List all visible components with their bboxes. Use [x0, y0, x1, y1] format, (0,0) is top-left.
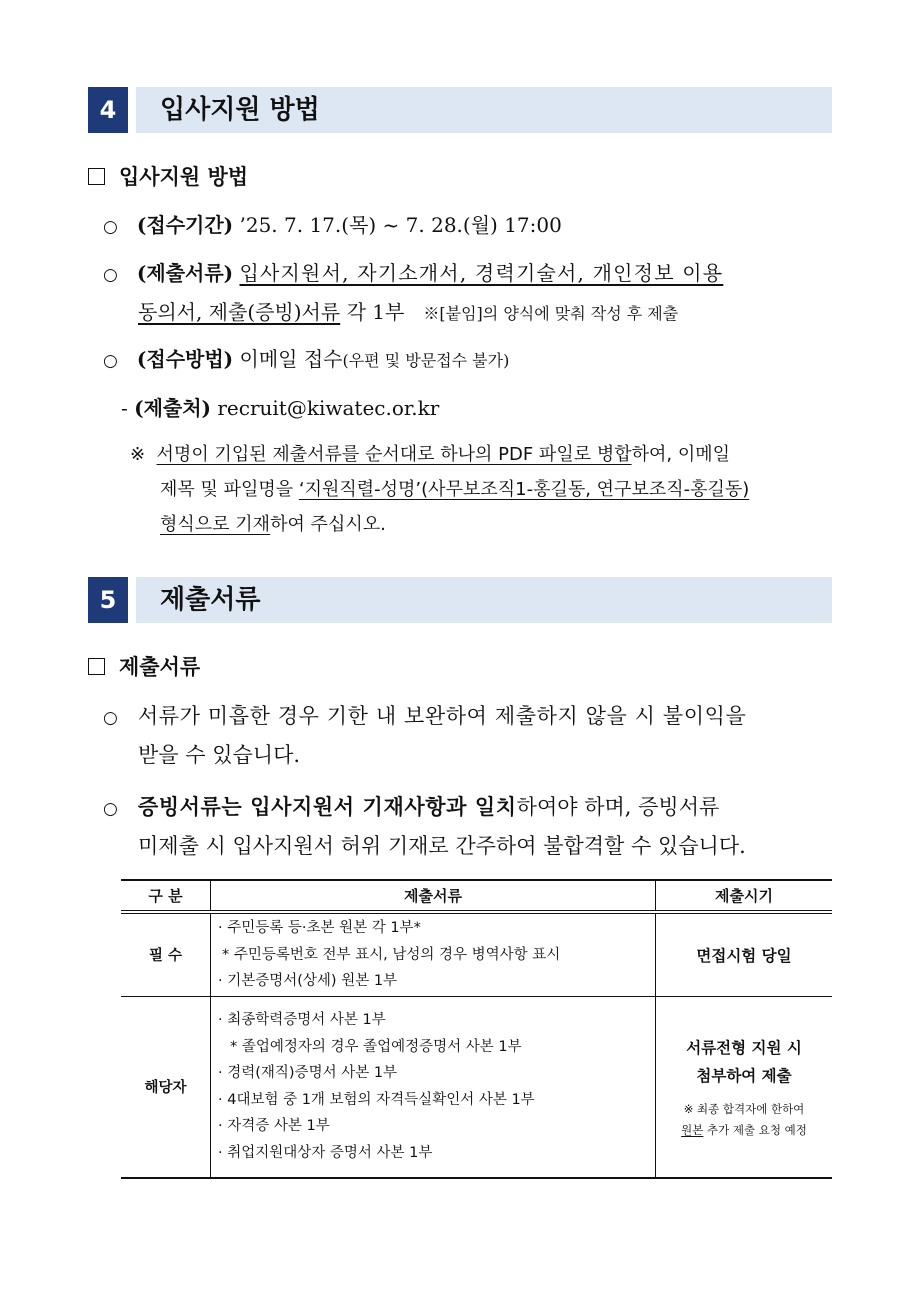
destination-label: (제출처) — [134, 396, 212, 420]
doc-subnote: * 주민등록번호 전부 표시, 남성의 경우 병역사항 표시 — [222, 946, 561, 963]
submit-item-1-line2: 받을 수 있습니다. — [138, 743, 301, 767]
period-label: (접수기간) — [136, 213, 234, 237]
submit-heading: 제출서류 — [88, 651, 200, 681]
header-documents: 제출서류 — [211, 880, 656, 912]
notice-underlined: 서명이 기입된 제출서류를 순서대로 하나의 PDF 파일로 병합 — [156, 444, 632, 465]
submit-item-1 — [103, 700, 746, 730]
doc-item: · 최종학력증명서 사본 1부 — [218, 1012, 386, 1029]
bullet-icon: ○ — [103, 351, 118, 371]
table-header-row — [121, 880, 832, 912]
table-row — [121, 996, 832, 1178]
destination-email: recruit@kiwatec.or.kr — [217, 396, 440, 420]
doc-subnote: * 졸업예정자의 경우 졸업예정증명서 사본 1부 — [230, 1038, 522, 1055]
notice-line-3 — [160, 510, 386, 536]
doc-item: · 경력(재직)증명서 사본 1부 — [218, 1065, 398, 1082]
section-title: 입사지원 방법 — [160, 95, 320, 125]
dash: - — [121, 396, 128, 420]
doc-item: · 자격증 사본 1부 — [218, 1118, 330, 1135]
docs-value: 입사지원서, 자기소개서, 경력기술서, 개인정보 이용 — [239, 261, 724, 285]
docs-cell — [211, 996, 656, 1178]
table-row — [121, 912, 832, 996]
method-value: 이메일 접수 — [239, 347, 343, 371]
notice-line-2 — [160, 475, 749, 501]
timing-cell — [656, 996, 833, 1178]
checkbox-square-icon — [88, 658, 105, 675]
notice-rest: 하여, 이메일 — [631, 444, 730, 465]
section-title: 제출서류 — [160, 585, 261, 615]
period-value: ’25. 7. 17.(목) ~ 7. 28.(월) 17:00 — [239, 213, 562, 237]
header-timing: 제출시기 — [656, 880, 833, 912]
bullet-icon: ○ — [103, 265, 118, 285]
documents-table — [121, 879, 832, 1179]
doc-item: · 4대보험 중 1개 보험의 자격득실확인서 사본 1부 — [218, 1091, 535, 1108]
timing-cell: 면접시험 당일 — [656, 912, 833, 996]
reference-mark-icon: ※ — [130, 444, 146, 465]
docs-item — [103, 257, 832, 286]
docs-cell — [211, 912, 656, 996]
destination-item — [121, 392, 439, 421]
submit-item-2-line2: 미제출 시 입사지원서 허위 기재로 간주하여 불합격할 수 있습니다. — [138, 834, 746, 858]
submit-item-2 — [103, 791, 719, 821]
timing-note-2 — [657, 1120, 831, 1140]
checkbox-square-icon — [88, 168, 105, 185]
notice-rest: 하여 주십시오. — [270, 514, 386, 535]
docs-label: (제출서류) — [136, 261, 234, 285]
period-item — [103, 209, 562, 238]
submit-item-2-bold: 증빙서류는 입사지원서 기재사항과 일치 — [137, 794, 517, 819]
submit-item-1-text: 서류가 미흡한 경우 기한 내 보완하여 제출하지 않을 시 불이익을 — [137, 704, 747, 728]
timing-note-rest: 추가 제출 요청 예정 — [703, 1122, 807, 1137]
section-number: 4 — [88, 87, 128, 133]
timing-note-underlined: 원본 — [681, 1122, 704, 1137]
bullet-icon: ○ — [103, 799, 118, 819]
category-cell: 필 수 — [121, 912, 211, 996]
doc-item: · 기본증명서(상세) 원본 1부 — [218, 973, 398, 989]
bullet-icon: ○ — [103, 217, 118, 237]
timing-line: 첨부하여 제출 — [696, 1066, 792, 1085]
notice-filename-format: ‘지원직렬-성명’(사무보조직1-홍길동, 연구보조직-홍길동) — [298, 479, 750, 500]
category-cell: 해당자 — [121, 996, 211, 1178]
timing-note: ※ 최종 합격자에 한하여 — [683, 1101, 805, 1116]
method-item — [103, 343, 509, 372]
notice-text: 제목 및 파일명을 — [160, 479, 299, 500]
docs-item-line2 — [138, 296, 678, 325]
section-number: 5 — [88, 577, 128, 623]
timing-line: 서류전형 지원 시 — [686, 1038, 802, 1057]
method-label: (접수방법) — [136, 347, 234, 371]
bullet-icon: ○ — [103, 708, 118, 728]
notice-underlined: 형식으로 기재 — [160, 514, 271, 535]
docs-count: 각 1부 — [346, 300, 405, 324]
section-4-header — [88, 87, 832, 133]
docs-value-cont: 동의서, 제출(증빙)서류 — [138, 300, 341, 324]
apply-heading: 입사지원 방법 — [88, 161, 248, 191]
section-5-header — [88, 577, 832, 623]
doc-item: · 취업지원대상자 증명서 사본 1부 — [218, 1144, 433, 1161]
submit-item-2-rest: 하여야 하며, 증빙서류 — [516, 795, 720, 819]
header-category: 구 분 — [121, 880, 211, 912]
doc-item: · 주민등록 등·초본 원본 각 1부* — [218, 920, 421, 936]
method-note: (우편 및 방문접수 불가) — [342, 351, 510, 370]
notice-line-1 — [130, 440, 730, 466]
docs-note: ※[붙임]의 양식에 맞춰 작성 후 제출 — [423, 304, 679, 323]
